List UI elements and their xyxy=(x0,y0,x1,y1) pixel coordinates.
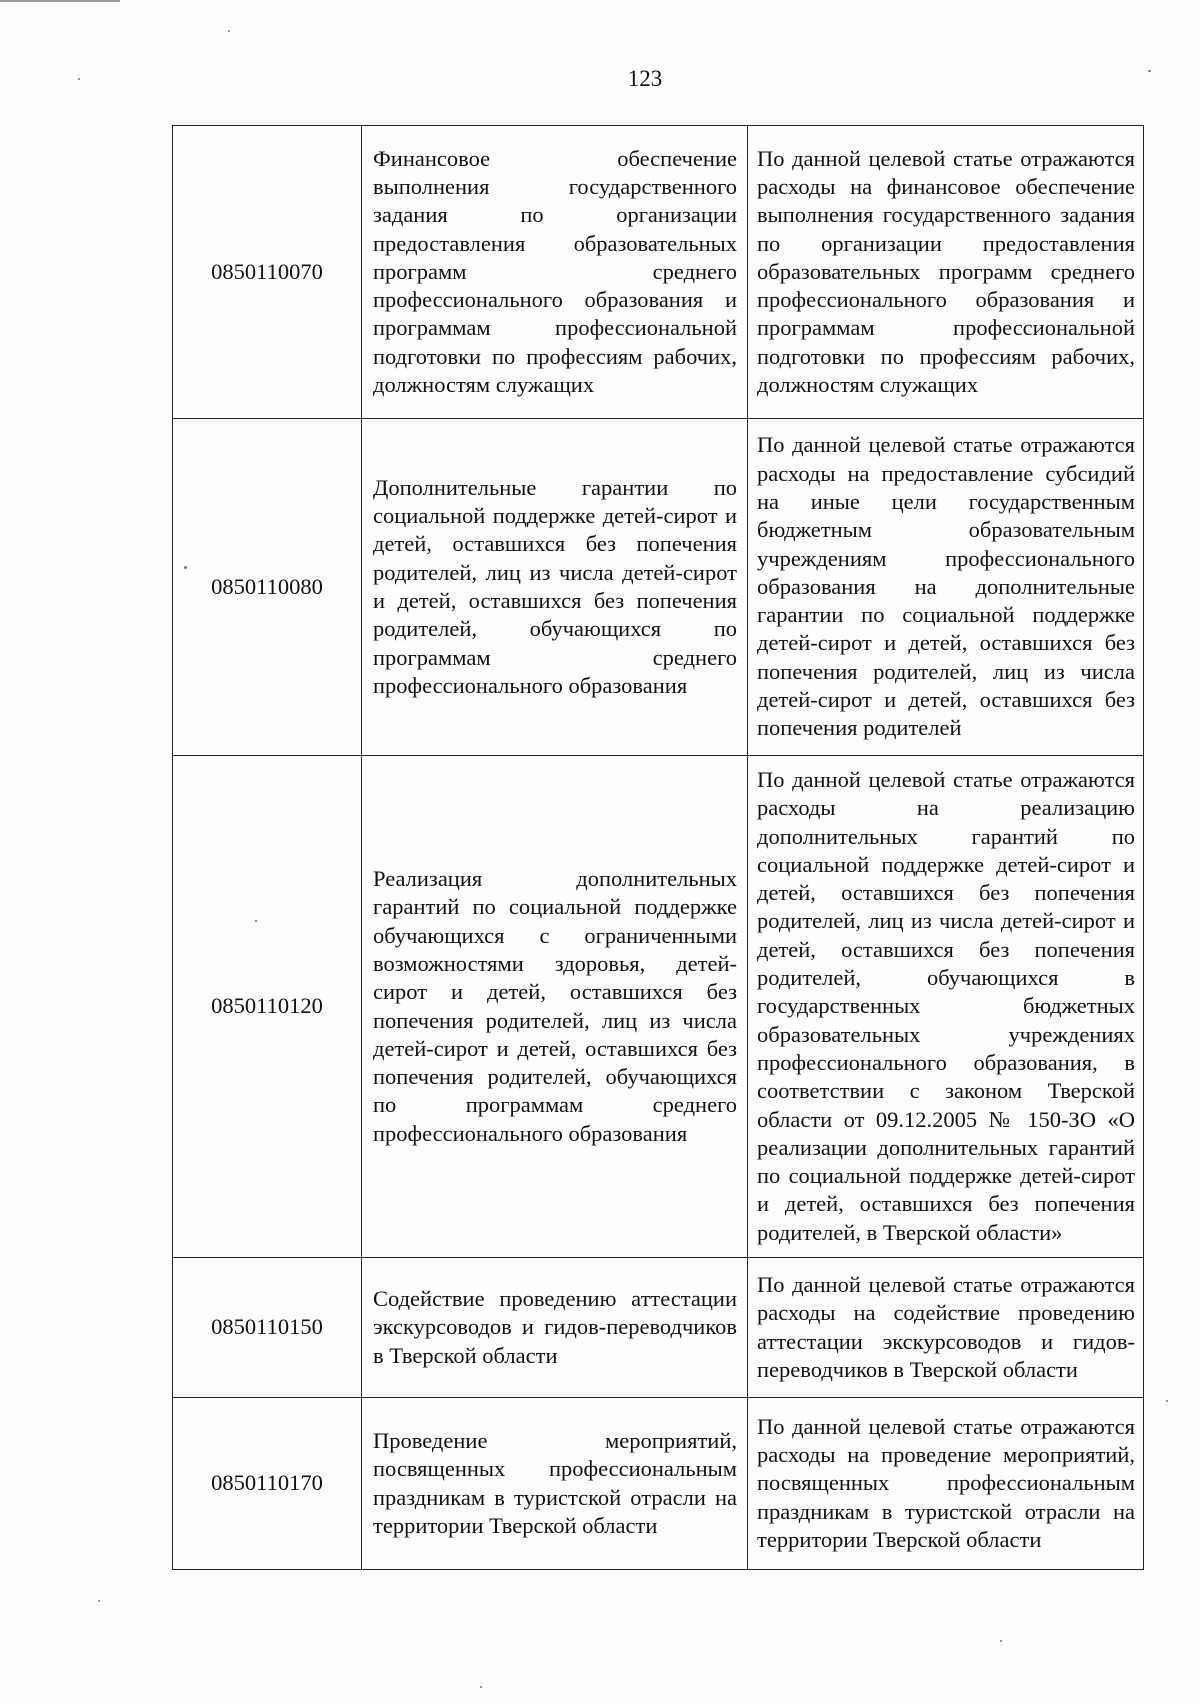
target-article-name xyxy=(362,126,748,419)
scan-speck xyxy=(1148,70,1151,72)
target-article-description xyxy=(748,1258,1144,1398)
target-article-description-text: По данной целевой статье отражаются расходы на финансовое обеспечение выполнения государственного задания по организации предоставления образовательных программ среднего профессионального образования и программам профессиональной подготовки по профессиям рабочих, должностям служащих xyxy=(757,145,1135,398)
scan-speck xyxy=(255,920,257,922)
scan-speck xyxy=(98,1600,100,1602)
table-row xyxy=(173,756,1144,1258)
scan-speck xyxy=(1166,1400,1168,1402)
scan-speck xyxy=(480,1686,482,1688)
page-number: 123 xyxy=(627,66,663,91)
budget-classification-table xyxy=(172,125,1144,1570)
target-article-name-text: Проведение мероприятий, посвященных профессиональным праздникам в туристской отрасли на территории Тверской области xyxy=(373,1427,737,1538)
target-article-description xyxy=(748,419,1144,756)
target-article-description-text: По данной целевой статье отражаются расходы на содействие проведению аттестации экскурсоводов и гидов-переводчиков в Тверской области xyxy=(757,1271,1135,1382)
scan-speck xyxy=(184,566,187,569)
target-article-description xyxy=(748,1398,1144,1570)
table-row xyxy=(173,1258,1144,1398)
target-article-name-text: Дополнительные гарантии по социальной поддержке детей-сирот и детей, оставшихся без попечения родителей, лиц из числа детей-сирот и детей, оставшихся без попечения родителей, обучающихся по программам среднего профессионального образования xyxy=(373,474,737,698)
target-article-code: 0850110170 xyxy=(173,1398,362,1570)
scan-edge-artifact xyxy=(0,0,120,2)
target-article-name xyxy=(362,756,748,1258)
table-row xyxy=(173,126,1144,419)
target-article-description-text: По данной целевой статье отражаются расходы на предоставление субсидий на иные цели государственным бюджетным образовательным учреждениям профессионального образования на дополнительные гарантии по социальной поддержке детей-сирот и детей, оставшихся без попечения родителей, лиц из числа детей-сирот и детей, оставшихся без попечения родителей xyxy=(757,432,1135,741)
scan-speck xyxy=(1000,1640,1002,1642)
target-article-name-text: Реализация дополнительных гарантий по социальной поддержке обучающихся с ограниченными возможностями здоровья, детей-сирот и детей, оставшихся без попечения родителей, лиц из числа детей-сирот и детей, оставшихся без попечения родителей, обучающихся по программам среднего профессионального образования xyxy=(373,866,737,1146)
target-article-code: 0850110080 xyxy=(173,419,362,756)
target-article-name-text: Содействие проведению аттестации экскурсоводов и гидов-переводчиков в Тверской области xyxy=(373,1286,737,1368)
target-article-code: 0850110120 xyxy=(173,756,362,1258)
scan-speck xyxy=(228,30,230,32)
target-article-description-text: По данной целевой статье отражаются расходы на проведение мероприятий, посвященных профессиональным праздникам в туристской отрасли на территории Тверской области xyxy=(757,1413,1135,1552)
target-article-description-text: По данной целевой статье отражаются расходы на реализацию дополнительных гарантий по социальной поддержке детей-сирот и детей, оставшихся без попечения родителей, лиц из числа детей-сирот и детей, оставшихся без попечения родителей, обучающихся в государственных бюджетных образовательных учреждениях профессионального образования, в соответствии с законом Тверской области от 09.12.2005 № 150-ЗО «О реализации дополнительных гарантий по социальной поддержке детей-сирот и детей, оставшихся без попечения родителей, в Тверской области» xyxy=(757,766,1135,1245)
target-article-name xyxy=(362,1398,748,1570)
target-article-code: 0850110070 xyxy=(173,126,362,419)
target-article-code: 0850110150 xyxy=(173,1258,362,1398)
table-row xyxy=(173,419,1144,756)
target-article-description xyxy=(748,126,1144,419)
target-article-name-text: Финансовое обеспечение выполнения государственного задания по организации предоставления образовательных программ среднего профессионального образования и программам профессиональной подготовки по профессиям рабочих, должностям служащих xyxy=(373,145,737,398)
target-article-description xyxy=(748,756,1144,1258)
scan-speck xyxy=(78,78,80,80)
target-article-name xyxy=(362,1258,748,1398)
target-article-name xyxy=(362,419,748,756)
table-row xyxy=(173,1398,1144,1570)
